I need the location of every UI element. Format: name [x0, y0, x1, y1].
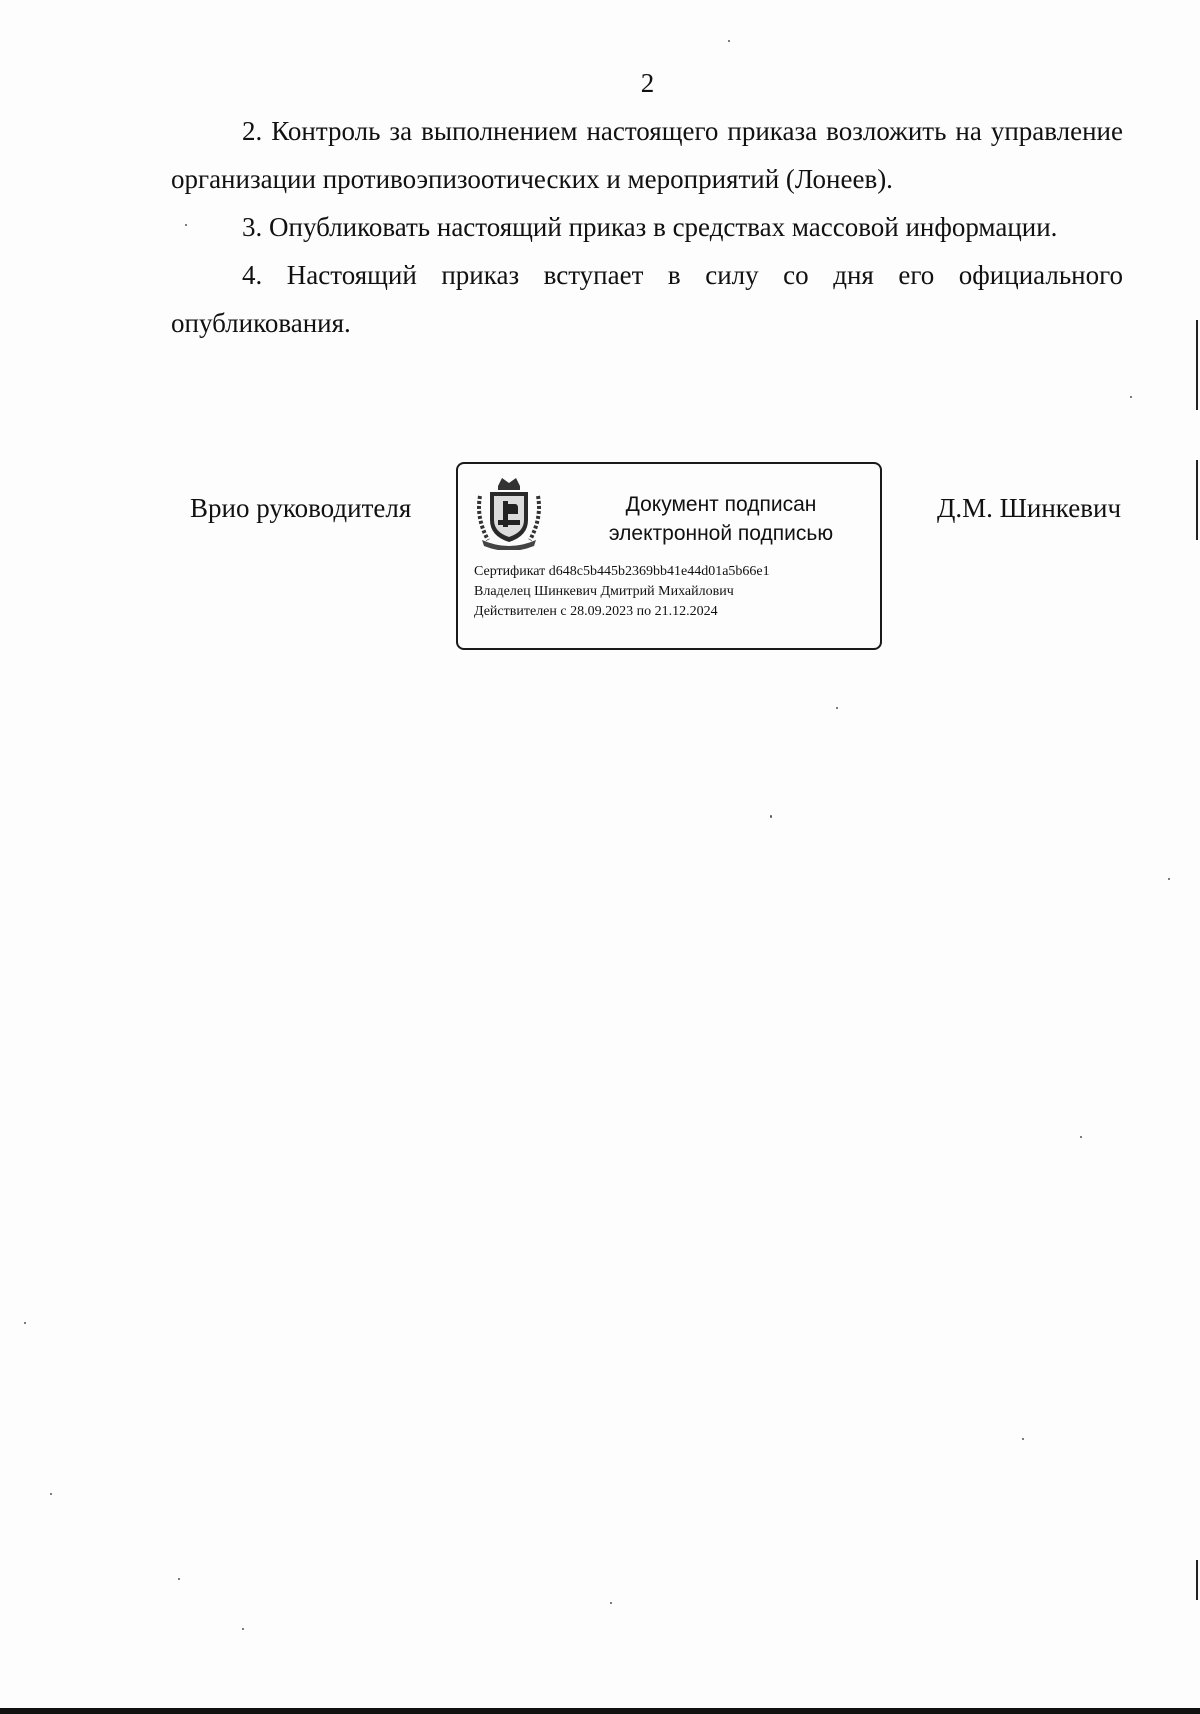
electronic-signature-stamp	[456, 462, 882, 650]
scan-speck	[178, 1578, 180, 1580]
scan-speck	[728, 40, 730, 42]
stamp-heading	[576, 490, 866, 548]
stamp-heading-line2: электронной подписью	[608, 522, 834, 545]
page-number: 2	[640, 68, 655, 98]
paragraph-publish: 3. Опубликовать настоящий приказ в средствах массовой информации.	[242, 212, 1058, 242]
scan-bottom-edge	[0, 1708, 1200, 1714]
stamp-certificate: Сертификат d648c5b445b2369bb41e44d01a5b66e1	[474, 564, 770, 579]
scan-speck	[1080, 1136, 1082, 1138]
scan-speck	[610, 1602, 612, 1604]
scan-speck	[242, 1628, 244, 1630]
scan-edge-mark	[1196, 460, 1198, 540]
scan-edge-mark	[1196, 320, 1198, 410]
scan-edge-mark	[1196, 1560, 1198, 1600]
scan-speck	[50, 1493, 52, 1495]
scan-speck	[24, 1322, 26, 1324]
stamp-validity: Действителен с 28.09.2023 по 21.12.2024	[474, 604, 718, 619]
signer-name: Д.М. Шинкевич	[937, 493, 1122, 523]
scan-speck	[1168, 878, 1170, 880]
paragraph-control: 2. Контроль за выполнением настоящего приказа возложить на управление организации противоэпизоотических и мероприятий (Лонеев).	[171, 116, 1123, 194]
stamp-owner: Владелец Шинкевич Дмитрий Михайлович	[474, 584, 734, 599]
scan-speck	[836, 707, 838, 709]
paragraph-effective: 4. Настоящий приказ вступает в силу со дня его официального опубликования.	[171, 260, 1123, 338]
stamp-details	[474, 562, 770, 622]
scan-speck	[185, 224, 187, 226]
scan-speck	[1130, 396, 1132, 398]
scan-speck	[770, 815, 772, 818]
scan-speck	[1022, 1438, 1024, 1440]
coat-of-arms-icon	[474, 474, 544, 550]
stamp-heading-line1: Документ подписан	[625, 493, 817, 516]
signer-position: Врио руководителя	[190, 493, 412, 523]
order-body	[171, 107, 1123, 347]
